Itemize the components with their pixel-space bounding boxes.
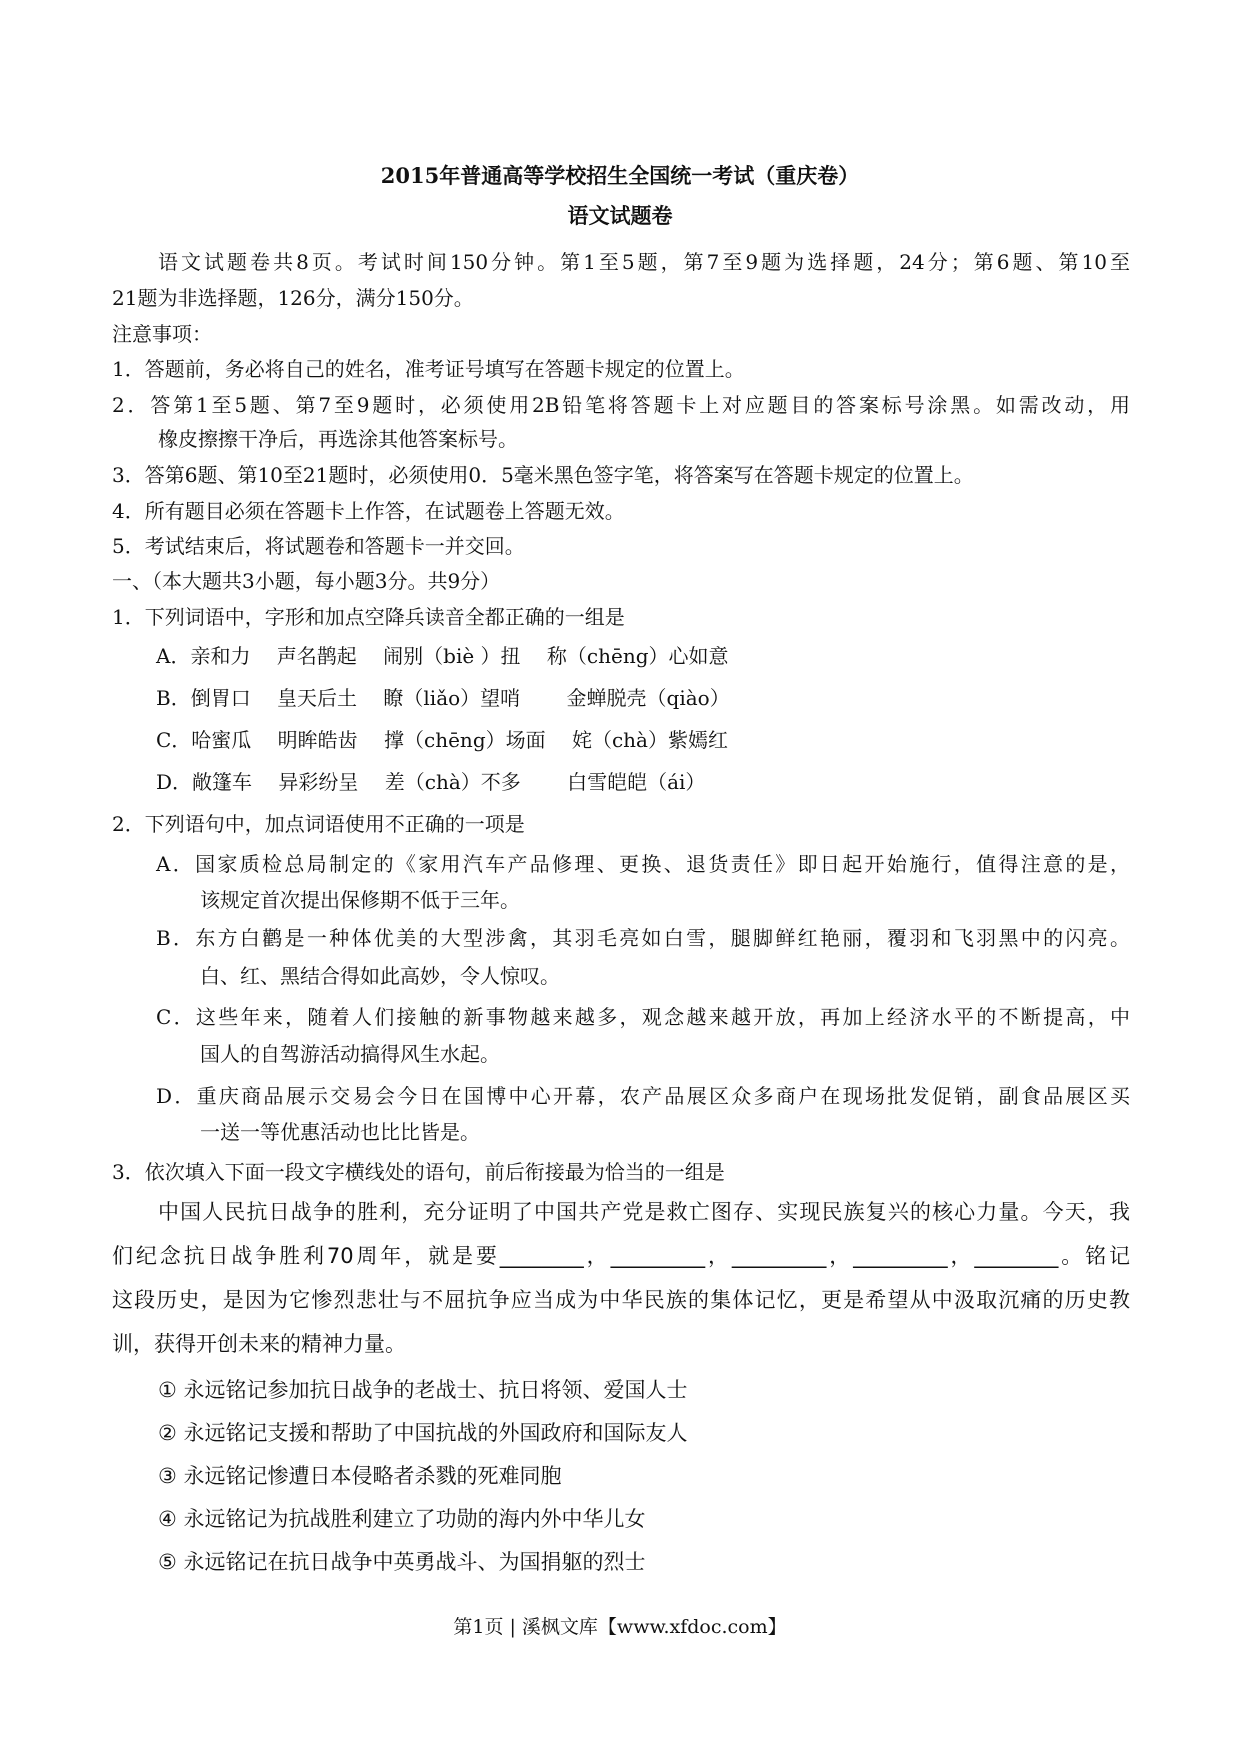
question-3-passage-line: 训，获得开创未来的精神力量。	[112, 1332, 406, 1356]
question-2-option-c: C．这些年来，随着人们接触的新事物越来越多，观念越来越开放，再加上经济水平的不断提高，中	[156, 1005, 1130, 1029]
question-3-passage-line: 中国人民抗日战争的胜利，充分证明了中国共产党是救亡图存、实现民族复兴的核心力量。今天，我	[158, 1200, 1130, 1224]
question-3-item-5: ⑤ 永远铭记在抗日战争中英勇战斗、为国捐躯的烈士	[158, 1550, 646, 1574]
question-1-option-a: A．亲和力 声名鹊起 闹别（biè ）扭 称（chēng）心如意	[156, 644, 729, 668]
question-3-item-2: ② 永远铭记支援和帮助了中国抗战的外国政府和国际友人	[158, 1421, 688, 1445]
question-3-passage-line: 这段历史，是因为它惨烈悲壮与不屈抗争应当成为中华民族的集体记忆，更是希望从中汲取沉痛的历史教	[112, 1288, 1130, 1312]
notice-item: 5．考试结束后，将试题卷和答题卡一并交回。	[112, 534, 525, 558]
exam-subtitle: 语文试题卷	[567, 203, 673, 228]
exam-title: 2015年普通高等学校招生全国统一考试（重庆卷）	[380, 163, 860, 188]
question-3-item-4: ④ 永远铭记为抗战胜利建立了功勋的海内外中华儿女	[158, 1507, 646, 1531]
notice-item: 4．所有题目必须在答题卡上作答，在试题卷上答题无效。	[112, 499, 625, 523]
notice-item-continued: 橡皮擦擦干净后，再选涂其他答案标号。	[158, 427, 518, 451]
question-2-stem: 2．下列语句中，加点词语使用不正确的一项是	[112, 812, 525, 836]
notice-item: 3．答第6题、第10至21题时，必须使用0．5毫米黑色签字笔，将答案写在答题卡规定的位置上。	[112, 463, 974, 487]
question-1-option-b: B．倒胃口 皇天后土 瞭（liǎo）望哨 金蝉脱壳（qiào）	[156, 686, 730, 710]
question-1-option-c: C．哈蜜瓜 明眸皓齿 撑（chēng）场面 姹（chà）紫嫣红	[156, 728, 728, 752]
notice-item: 1．答题前，务必将自己的姓名，准考证号填写在答题卡规定的位置上。	[112, 357, 745, 381]
notice-heading: 注意事项：	[112, 322, 212, 346]
question-2-option-b-continued: 白、红、黑结合得如此高妙，令人惊叹。	[200, 964, 560, 988]
question-1-stem: 1．下列词语中，字形和加点空降兵读音全都正确的一组是	[112, 605, 625, 629]
intro-line-2: 21题为非选择题，126分，满分150分。	[112, 286, 474, 310]
question-3-passage-line: 们纪念抗日战争胜利70周年，就是要________，_________，_________，_________，________。铭记	[112, 1244, 1130, 1268]
page-footer: 第1页 | 溪枫文库【www.xfdoc.com】	[453, 1616, 787, 1638]
question-2-option-d: D．重庆商品展示交易会今日在国博中心开幕，农产品展区众多商户在现场批发促销，副食品展区买	[156, 1084, 1130, 1108]
section-heading: 一、（本大题共3小题，每小题3分。共9分）	[112, 569, 501, 593]
question-1-option-d: D．敞篷车 异彩纷呈 差（chà）不多 白雪皑皑（ái）	[156, 770, 706, 794]
question-3-item-1: ① 永远铭记参加抗日战争的老战士、抗日将领、爱国人士	[158, 1378, 688, 1402]
question-2-option-d-continued: 一送一等优惠活动也比比皆是。	[200, 1120, 480, 1144]
question-2-option-a-continued: 该规定首次提出保修期不低于三年。	[200, 888, 520, 912]
question-2-option-c-continued: 国人的自驾游活动搞得风生水起。	[200, 1042, 500, 1066]
question-2-option-a: A．国家质检总局制定的《家用汽车产品修理、更换、退货责任》即日起开始施行，值得注意的是，	[156, 852, 1130, 876]
question-2-option-b: B．东方白鹳是一种体优美的大型涉禽，其羽毛亮如白雪，腿脚鲜红艳丽，覆羽和飞羽黑中的闪亮。	[156, 926, 1130, 950]
notice-item: 2．答第1至5题、第7至9题时，必须使用2B铅笔将答题卡上对应题目的答案标号涂黑。如需改动，用	[112, 393, 1130, 417]
question-3-item-3: ③ 永远铭记惨遭日本侵略者杀戮的死难同胞	[158, 1464, 562, 1488]
intro-line-1: 语文试题卷共8页。考试时间150分钟。第1至5题，第7至9题为选择题，24分；第6题、第10至	[158, 250, 1130, 274]
question-3-stem: 3．依次填入下面一段文字横线处的语句，前后衔接最为恰当的一组是	[112, 1160, 725, 1184]
